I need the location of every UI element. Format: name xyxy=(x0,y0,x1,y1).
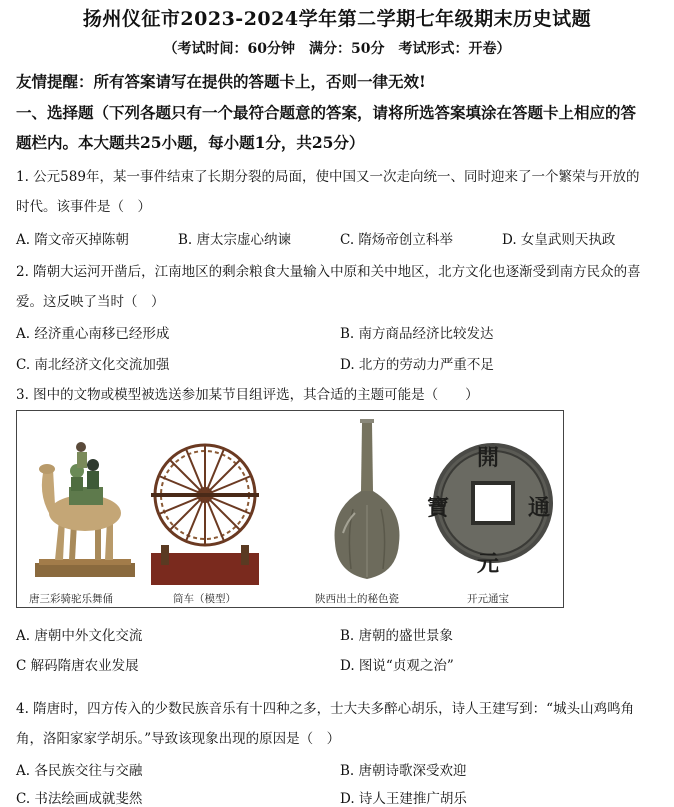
option-c: C 解码隋唐农业发展 xyxy=(16,658,139,674)
option-a: A. 隋文帝灭掉陈朝 xyxy=(16,232,129,248)
question-text: 4. 隋唐时，四方传入的少数民族音乐有十四种之多，士大夫多醉心胡乐，诗人王建写到：“城头山鸡鸣角 xyxy=(16,701,635,717)
option-d: D. 图说“贞观之治” xyxy=(340,658,454,674)
question-text: 爱。这反映了当时（ ） xyxy=(16,294,165,310)
coin-char-left: 寶 xyxy=(427,495,450,521)
option-d: D. 诗人王建推广胡乐 xyxy=(340,791,467,807)
option-c: C. 南北经济文化交流加强 xyxy=(16,357,170,373)
option-a: A. 各民族交往与交融 xyxy=(16,763,143,779)
question-text: 角，洛阳家家学胡乐。”导致该现象出现的原因是（ ） xyxy=(16,731,341,747)
caption-camel: 唐三彩骑驼乐舞俑 xyxy=(29,593,113,605)
coin-char-top: 開 xyxy=(477,445,500,471)
waterwheel-model-image xyxy=(151,425,259,585)
exam-info: （考试时间：60分钟 满分：50分 考试形式：开卷） xyxy=(163,41,511,57)
caption-coin: 开元通宝 xyxy=(467,593,509,605)
reminder: 友情提醒：所有答案请写在提供的答题卡上，否则一律无效! xyxy=(16,72,426,91)
page-title: 扬州仪征市2023-2024学年第二学期七年级期末历史试题 xyxy=(82,8,592,30)
section-heading-line2: 题栏内。本大题共25小题，每小题1分，共25分） xyxy=(16,133,365,152)
option-a: A. 唐朝中外文化交流 xyxy=(16,628,143,644)
question-text: 2. 隋朝大运河开凿后，江南地区的剩余粮食大量输入中原和关中地区，北方文化也逐渐受到南方民众的喜 xyxy=(16,264,641,280)
option-a: A. 经济重心南移已经形成 xyxy=(16,326,170,342)
question-text: 3. 图中的文物或模型被选送参加某节目组评选，其合适的主题可能是（ ） xyxy=(16,387,479,403)
option-c: C. 隋炀帝创立科举 xyxy=(340,232,453,248)
porcelain-vase-image xyxy=(317,413,417,585)
option-b: B. 唐太宗虚心纳谏 xyxy=(178,232,292,248)
option-b: B. 南方商品经济比较发达 xyxy=(340,326,494,342)
option-b: B. 唐朝的盛世景象 xyxy=(340,628,454,644)
section-heading-line1: 一、选择题（下列各题只有一个最符合题意的答案，请将所选答案填涂在答题卡上相应的答 xyxy=(16,103,637,122)
option-d: D. 北方的劳动力严重不足 xyxy=(340,357,494,373)
caption-waterwheel: 筒车（模型） xyxy=(173,593,236,605)
question-text: 时代。该事件是（ ） xyxy=(16,199,151,215)
option-b: B. 唐朝诗歌深受欢迎 xyxy=(340,763,467,779)
artifact-figure xyxy=(16,410,564,608)
option-c: C. 书法绘画成就斐然 xyxy=(16,791,143,807)
camel-figurine-image xyxy=(25,425,147,585)
question-text: 1. 公元589年，某一事件结束了长期分裂的局面，使中国又一次走向统一、同时迎来了一个繁荣与开放的 xyxy=(16,169,640,185)
coin-char-right: 通 xyxy=(528,495,551,521)
coin-char-bottom: 元 xyxy=(477,551,500,577)
option-d: D. 女皇武则天执政 xyxy=(502,232,616,248)
caption-porcelain: 陕西出土的秘色瓷 xyxy=(315,593,399,605)
